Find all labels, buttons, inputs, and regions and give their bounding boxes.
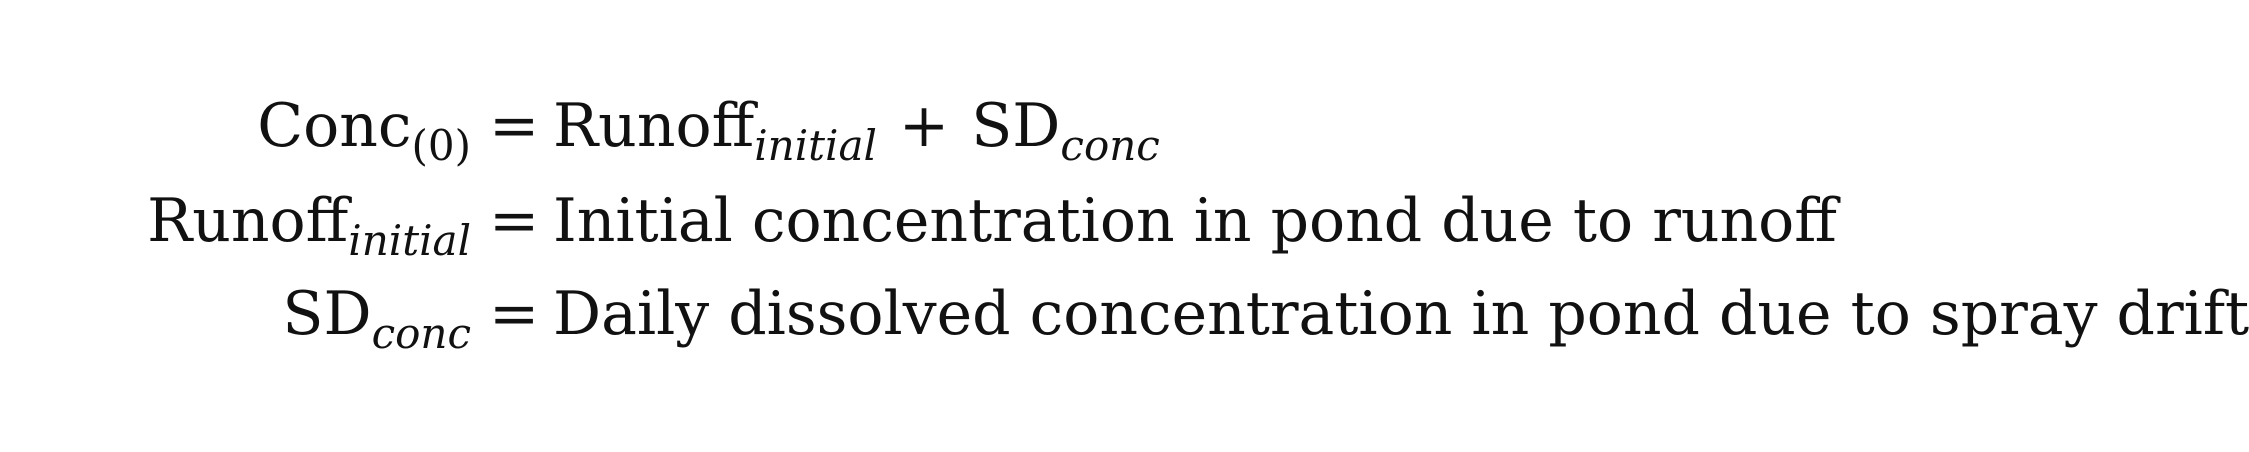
- lhs-subscript: initial: [348, 216, 471, 265]
- equation-row-sd: [0, 268, 2249, 360]
- lhs-main: Conc: [257, 91, 412, 161]
- lhs-sd: [282, 268, 471, 360]
- equation-row-conc: [0, 80, 2066, 172]
- equals-sign: =: [489, 186, 540, 256]
- lhs-runoff: [147, 175, 471, 267]
- equals-sign: =: [489, 279, 540, 349]
- rhs-term2-main: SD: [971, 91, 1061, 161]
- rhs-term2-subscript: conc: [1060, 121, 1160, 170]
- lhs-subscript: conc: [371, 309, 471, 358]
- lhs-conc: [257, 80, 471, 172]
- equals-sign: =: [489, 91, 540, 161]
- rhs-definition: Daily dissolved concentration in pond due to spray drift: [553, 279, 2249, 349]
- rhs-sum: [553, 80, 1160, 172]
- lhs-subscript: (0): [411, 121, 471, 170]
- rhs-definition: Initial concentration in pond due to runoff: [553, 186, 1837, 256]
- rhs-term1-subscript: initial: [754, 121, 877, 170]
- lhs-main: SD: [282, 279, 372, 349]
- equation-row-runoff: [0, 175, 2066, 267]
- plus-operator: +: [898, 91, 950, 161]
- rhs-term1-main: Runoff: [553, 91, 755, 161]
- lhs-main: Runoff: [147, 186, 349, 256]
